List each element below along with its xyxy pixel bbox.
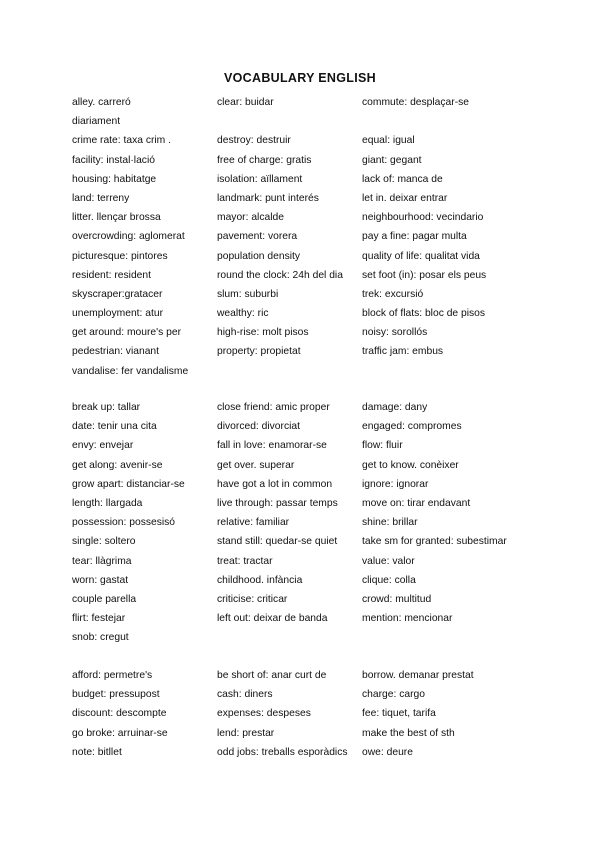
vocab-entry: charge: cargo (362, 689, 425, 701)
vocab-row (72, 439, 572, 458)
section-relationships-vocabulary (72, 401, 572, 650)
vocab-entry: trek: excursió (362, 288, 424, 300)
vocab-entry: let in. deixar entrar (362, 192, 448, 204)
vocab-entry: round the clock: 24h del dia (217, 269, 343, 281)
vocab-entry: lack of: manca de (362, 173, 443, 185)
vocab-entry: be short of: anar curt de (217, 670, 327, 681)
vocab-entry: high-rise: molt pisos (217, 327, 309, 339)
vocab-entry: traffic jam: embus (362, 346, 444, 358)
vocab-row (72, 307, 572, 326)
vocab-entry: envy: envejar (72, 440, 134, 452)
vocab-entry: isolation: aïllament (217, 173, 303, 185)
vocab-entry: make the best of sth (362, 727, 455, 739)
vocab-entry: destroy: destruir (217, 135, 291, 147)
vocab-row (72, 688, 572, 707)
vocab-entry: left out: deixar de banda (217, 613, 328, 625)
vocab-entry: budget: pressupost (72, 689, 160, 701)
vocab-entry: alley. carreró (72, 97, 131, 108)
vocab-entry: have got a lot in common (217, 478, 333, 490)
vocab-entry: giant: gegant (362, 154, 422, 166)
vocab-entry: crime rate: taxa crim . (72, 135, 171, 147)
vocab-entry: take sm for granted: subestimar (362, 536, 507, 548)
vocab-entry: relative: familiar (217, 517, 290, 529)
vocab-entry: quality of life: qualitat vida (362, 250, 480, 262)
vocab-entry: noisy: sorollós (362, 327, 428, 339)
vocab-row (72, 192, 572, 211)
vocab-row (72, 115, 572, 134)
vocab-entry: free of charge: gratis (217, 154, 312, 166)
vocab-row (72, 326, 572, 345)
vocab-row (72, 365, 572, 384)
vocab-entry: fee: tiquet, tarifa (362, 708, 436, 720)
vocab-row (72, 154, 572, 173)
vocab-entry: discount: descompte (72, 708, 167, 720)
vocab-entry: get to know. conèixer (362, 459, 459, 471)
vocab-entry: neighbourhood: vecindario (362, 212, 484, 224)
vocab-entry: go broke: arruinar-se (72, 727, 168, 739)
section-city-vocabulary (72, 96, 572, 384)
vocab-entry: pedestrian: vianant (72, 346, 160, 358)
vocab-entry: set foot (in): posar els peus (362, 269, 487, 281)
vocab-row (72, 230, 572, 249)
vocab-row (72, 612, 572, 631)
vocab-entry: flirt: festejar (72, 613, 126, 625)
vocab-row (72, 420, 572, 439)
vocab-entry: childhood. infància (217, 574, 303, 586)
vocab-entry: possession: possesisó (72, 517, 176, 529)
vocab-entry: land: terreny (72, 192, 130, 204)
vocab-row (72, 211, 572, 230)
vocab-row (72, 134, 572, 153)
vocab-row (72, 555, 572, 574)
vocab-entry: get along: avenir-se (72, 459, 163, 471)
vocab-entry: criticise: criticar (217, 593, 288, 605)
vocab-row (72, 669, 572, 688)
vocab-entry: date: tenir una cita (72, 421, 157, 433)
vocab-row (72, 345, 572, 364)
vocab-row (72, 707, 572, 726)
vocab-entry: clear: buidar (217, 97, 274, 108)
vocab-row (72, 516, 572, 535)
vocab-entry: ignore: ignorar (362, 478, 429, 490)
vocab-row (72, 269, 572, 288)
vocab-row (72, 593, 572, 612)
vocab-entry: pay a fine: pagar multa (362, 231, 467, 243)
vocab-entry: lend: prestar (217, 727, 275, 739)
vocab-row (72, 250, 572, 269)
vocab-entry: overcrowding: aglomerat (72, 231, 185, 243)
vocab-entry: divorced: divorciat (217, 421, 300, 433)
vocab-entry: value: valor (362, 555, 415, 567)
vocab-row (72, 96, 572, 115)
vocab-entry: landmark: punt interés (217, 192, 319, 204)
section-money-vocabulary (72, 669, 572, 765)
vocab-entry: fall in love: enamorar-se (217, 440, 327, 452)
vocab-row (72, 173, 572, 192)
vocab-row (72, 631, 572, 650)
vocab-entry: borrow. demanar prestat (362, 670, 474, 681)
vocab-entry: get over. superar (217, 459, 295, 471)
vocab-entry: slum: suburbi (217, 288, 279, 300)
vocab-entry: equal: igual (362, 135, 415, 147)
vocab-entry: resident: resident (72, 269, 151, 281)
vocab-entry: skyscraper:gratacer (72, 288, 163, 300)
vocab-entry: snob: cregut (72, 632, 129, 644)
vocab-entry: close friend: amic proper (217, 402, 330, 413)
vocab-entry: flow: fluir (362, 440, 403, 452)
vocab-entry: unemployment: atur (72, 308, 164, 320)
vocab-entry: treat: tractar (217, 555, 273, 567)
vocab-entry: length: llargada (72, 497, 143, 509)
vocab-entry: diariament (72, 116, 121, 128)
vocab-entry: block of flats: bloc de pisos (362, 308, 486, 320)
vocab-entry: pavement: vorera (217, 231, 298, 243)
vocab-row (72, 535, 572, 554)
vocab-entry: mention: mencionar (362, 613, 453, 625)
vocab-entry: clique: colla (362, 574, 416, 586)
vocab-entry: couple parella (72, 593, 137, 605)
vocab-entry: get around: moure's per (72, 327, 182, 339)
vocab-entry: damage: dany (362, 402, 428, 413)
vocab-row (72, 497, 572, 516)
vocab-entry: owe: deure (362, 746, 413, 758)
vocab-entry: crowd: multitud (362, 593, 432, 605)
vocab-entry: housing: habitatge (72, 173, 157, 185)
vocab-entry: worn: gastat (72, 574, 129, 586)
vocab-entry: shine: brillar (362, 517, 418, 529)
vocab-entry: stand still: quedar-se quiet (217, 536, 338, 548)
vocab-entry: mayor: alcalde (217, 212, 284, 224)
vocab-entry: note: bitllet (72, 746, 122, 758)
vocab-row (72, 459, 572, 478)
page-title: VOCABULARY ENGLISH (224, 71, 376, 85)
vocab-row (72, 478, 572, 497)
vocab-row (72, 746, 572, 765)
vocab-row (72, 401, 572, 420)
vocab-row (72, 288, 572, 307)
vocab-entry: move on: tirar endavant (362, 497, 471, 509)
vocab-entry: tear: llàgrima (72, 555, 132, 567)
vocab-entry: population density (217, 250, 301, 262)
vocab-entry: wealthy: ric (217, 308, 269, 320)
vocab-entry: live through: passar temps (217, 497, 338, 509)
vocab-entry: engaged: compromes (362, 421, 462, 433)
vocab-entry: break up: tallar (72, 402, 141, 413)
vocab-entry: picturesque: pintores (72, 250, 168, 262)
vocab-entry: cash: diners (217, 689, 273, 701)
vocab-entry: single: soltero (72, 536, 136, 548)
vocab-entry: odd jobs: treballs esporàdics (217, 746, 348, 758)
vocab-row (72, 727, 572, 746)
vocab-entry: property: propietat (217, 346, 301, 358)
vocab-entry: litter. llençar brossa (72, 212, 161, 224)
vocab-entry: afford: permetre's (72, 670, 153, 681)
vocab-row (72, 574, 572, 593)
vocab-entry: expenses: despeses (217, 708, 311, 720)
vocab-entry: facility: instal·lació (72, 154, 155, 166)
vocab-entry: commute: desplaçar-se (362, 97, 470, 108)
vocab-entry: vandalise: fer vandalisme (72, 365, 189, 377)
vocab-entry: grow apart: distanciar-se (72, 478, 185, 490)
